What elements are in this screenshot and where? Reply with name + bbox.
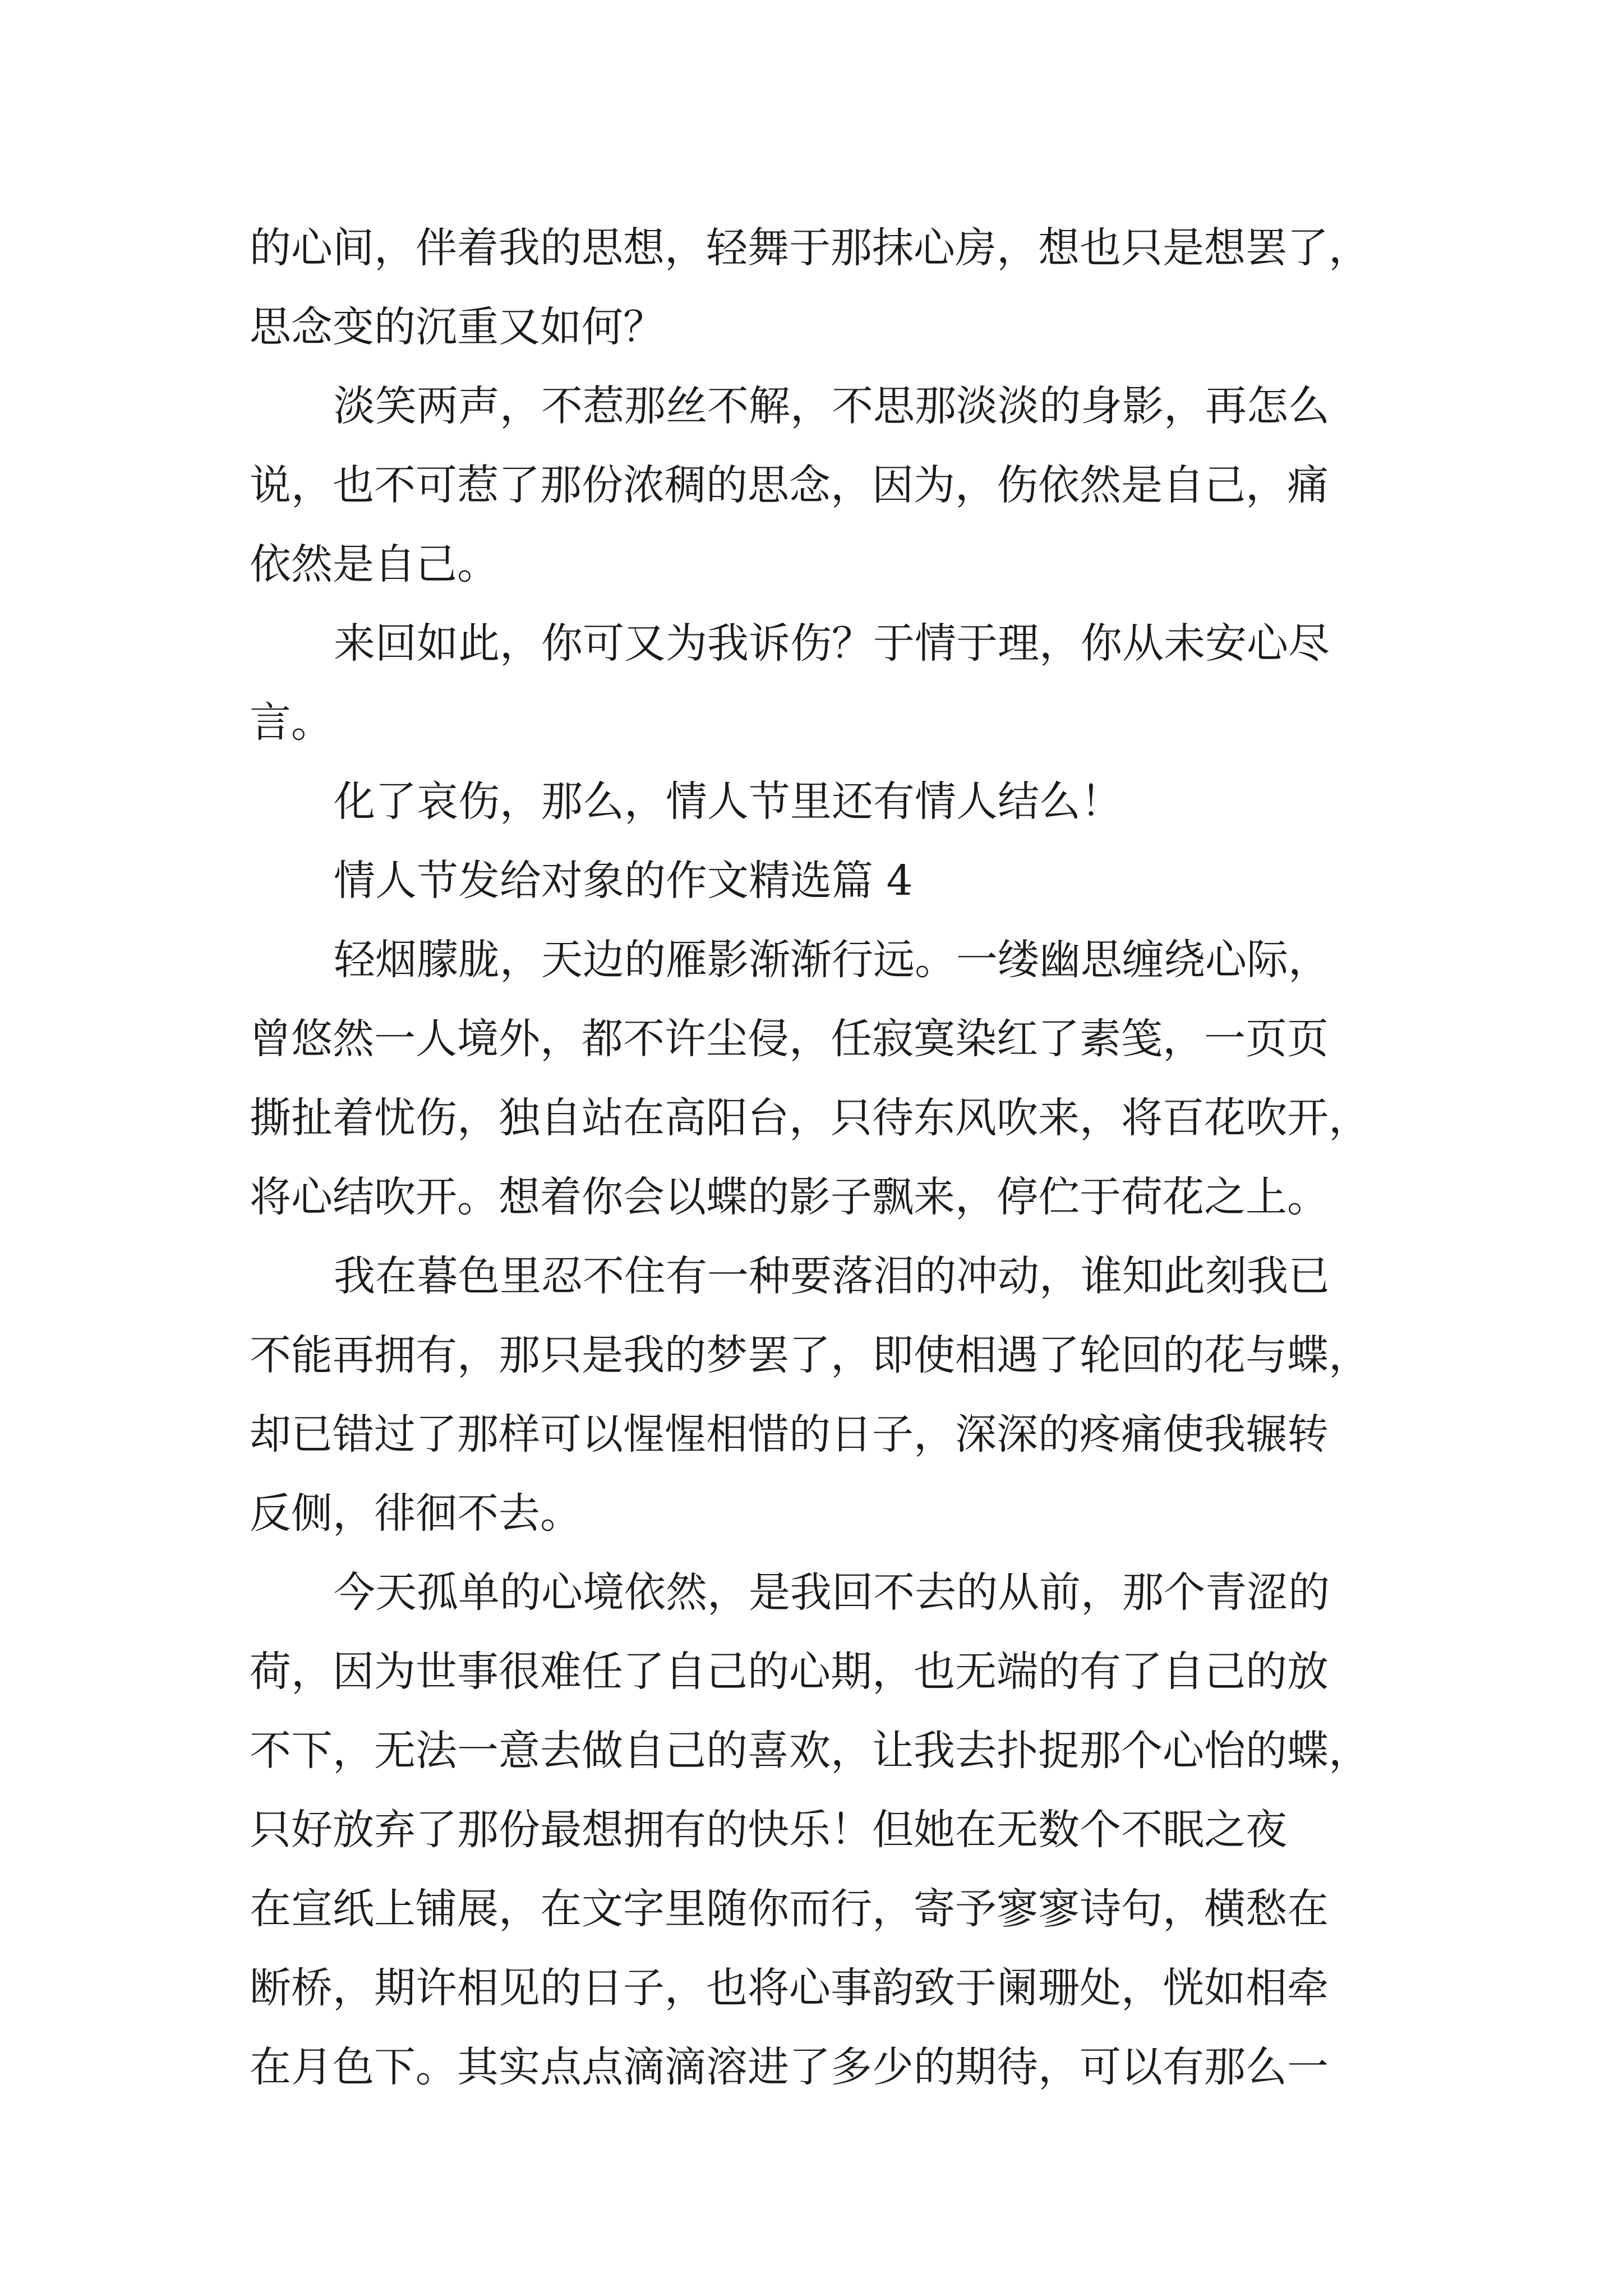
document-body — [250, 209, 1394, 2107]
paragraph — [250, 1237, 1394, 1553]
text-line: 反侧，徘徊不去。 — [250, 1489, 582, 1538]
text-line: 断桥，期许相见的日子，也将心事韵致于阑珊处，恍如相牵 — [250, 1964, 1329, 2012]
text-line: 说，也不可惹了那份浓稠的思念，因为，伤依然是自己，痛 — [250, 461, 1329, 509]
text-line: 我在暮色里忍不住有一种要落泪的冲动，谁知此刻我已 — [334, 1252, 1330, 1300]
text-line: 的心间，伴着我的思想，轻舞于那抹心房，想也只是想罢了， — [250, 224, 1370, 272]
text-line: 不能再拥有，那只是我的梦罢了，即使相遇了轮回的花与蝶， — [250, 1331, 1370, 1379]
text-line: 依然是自己。 — [250, 540, 499, 588]
section-heading — [250, 841, 1394, 921]
paragraph — [250, 367, 1394, 604]
text-line: 言。 — [250, 698, 333, 747]
paragraph-continued — [250, 209, 1394, 367]
text-line: 不下，无法一意去做自己的喜欢，让我去扑捉那个心怡的蝶， — [250, 1727, 1370, 1775]
text-line: 却已错过了那样可以惺惺相惜的日子，深深的疼痛使我辗转 — [250, 1410, 1329, 1458]
text-line: 今天孤单的心境依然，是我回不去的从前，那个青涩的 — [334, 1568, 1330, 1617]
text-line: 轻烟朦胧，天边的雁影渐渐行远。一缕幽思缠绕心际， — [334, 936, 1330, 984]
paragraph — [250, 604, 1394, 762]
text-line: 曾悠然一人境外，都不许尘侵，任寂寞染红了素笺，一页页 — [250, 1015, 1329, 1063]
text-line: 荷，因为世事很难任了自己的心期，也无端的有了自己的放 — [250, 1648, 1329, 1696]
text-line: 化了哀伤，那么，情人节里还有情人结么！ — [334, 777, 1122, 826]
text-line: 思念变的沉重又如何？ — [250, 303, 665, 351]
heading-text: 情人节发给对象的作文精选篇 4 — [334, 857, 913, 905]
paragraph — [250, 1553, 1394, 2107]
text-line: 在月色下。其实点点滴滴溶进了多少的期待，可以有那么一 — [250, 2043, 1329, 2091]
text-line: 将心结吹开。想着你会以蝶的影子飘来，停伫于荷花之上。 — [250, 1173, 1329, 1221]
paragraph — [250, 762, 1394, 841]
text-line: 在宣纸上铺展，在文字里随你而行，寄予寥寥诗句，横愁在 — [250, 1885, 1329, 1933]
text-line: 来回如此，你可又为我诉伤？于情于理，你从未安心尽 — [334, 619, 1330, 668]
paragraph — [250, 921, 1394, 1237]
text-line: 淡笑两声，不惹那丝不解，不思那淡淡的身影，再怎么 — [334, 382, 1330, 430]
text-line: 只好放弃了那份最想拥有的快乐！但她在无数个不眠之夜 — [250, 1806, 1287, 1854]
text-line: 撕扯着忧伤，独自站在高阳台，只待东风吹来，将百花吹开， — [250, 1094, 1370, 1142]
